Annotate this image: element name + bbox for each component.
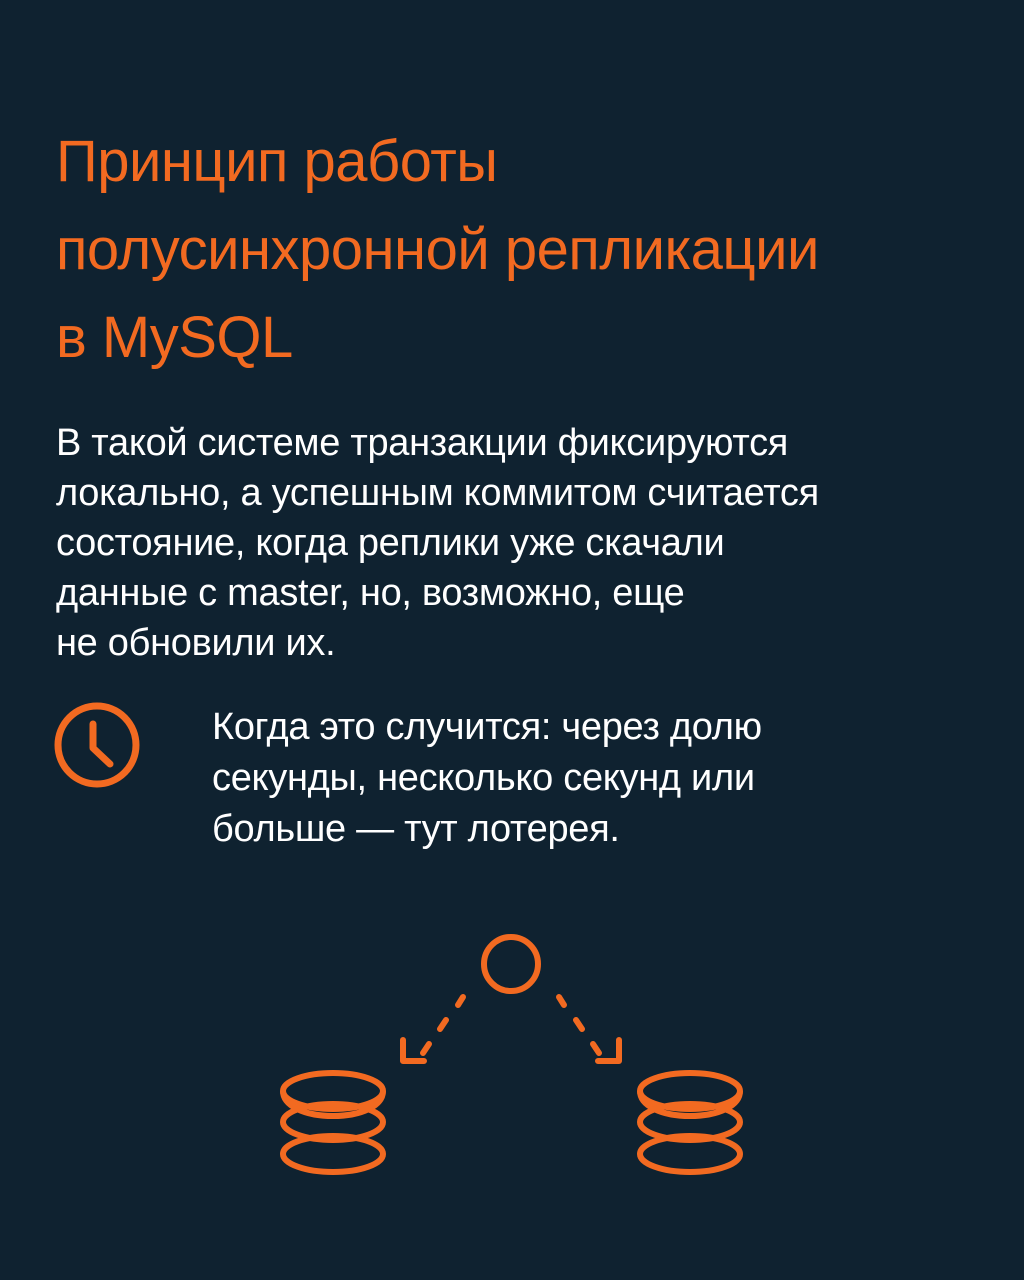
note-line-1: Когда это случится: через долю: [212, 706, 762, 748]
title-line-3: в MySQL: [56, 305, 293, 370]
timing-note: [212, 702, 972, 855]
description-paragraph: [56, 418, 976, 668]
clock-icon: [52, 700, 142, 790]
description-line-3: состояние, когда реплики уже скачали: [56, 522, 725, 564]
replication-diagram: [260, 920, 780, 1200]
title-line-2: полусинхронной репликации: [56, 217, 819, 282]
description-line-5: не обновили их.: [56, 622, 336, 664]
description-line-4: данные с master, но, возможно, еще: [56, 572, 685, 614]
page-title: [56, 118, 986, 382]
note-line-3: больше — тут лотерея.: [212, 808, 620, 850]
dashed-arrow-icon: [559, 997, 619, 1061]
note-line-2: секунды, несколько секунд или: [212, 757, 755, 799]
circle-node-icon: [484, 937, 538, 991]
dashed-arrow-icon: [403, 997, 463, 1061]
database-icon: [640, 1073, 740, 1172]
title-line-1: Принцип работы: [56, 129, 498, 194]
database-icon: [283, 1073, 383, 1172]
description-line-1: В такой системе транзакции фиксируются: [56, 422, 789, 464]
description-line-2: локально, а успешным коммитом считается: [56, 472, 819, 514]
